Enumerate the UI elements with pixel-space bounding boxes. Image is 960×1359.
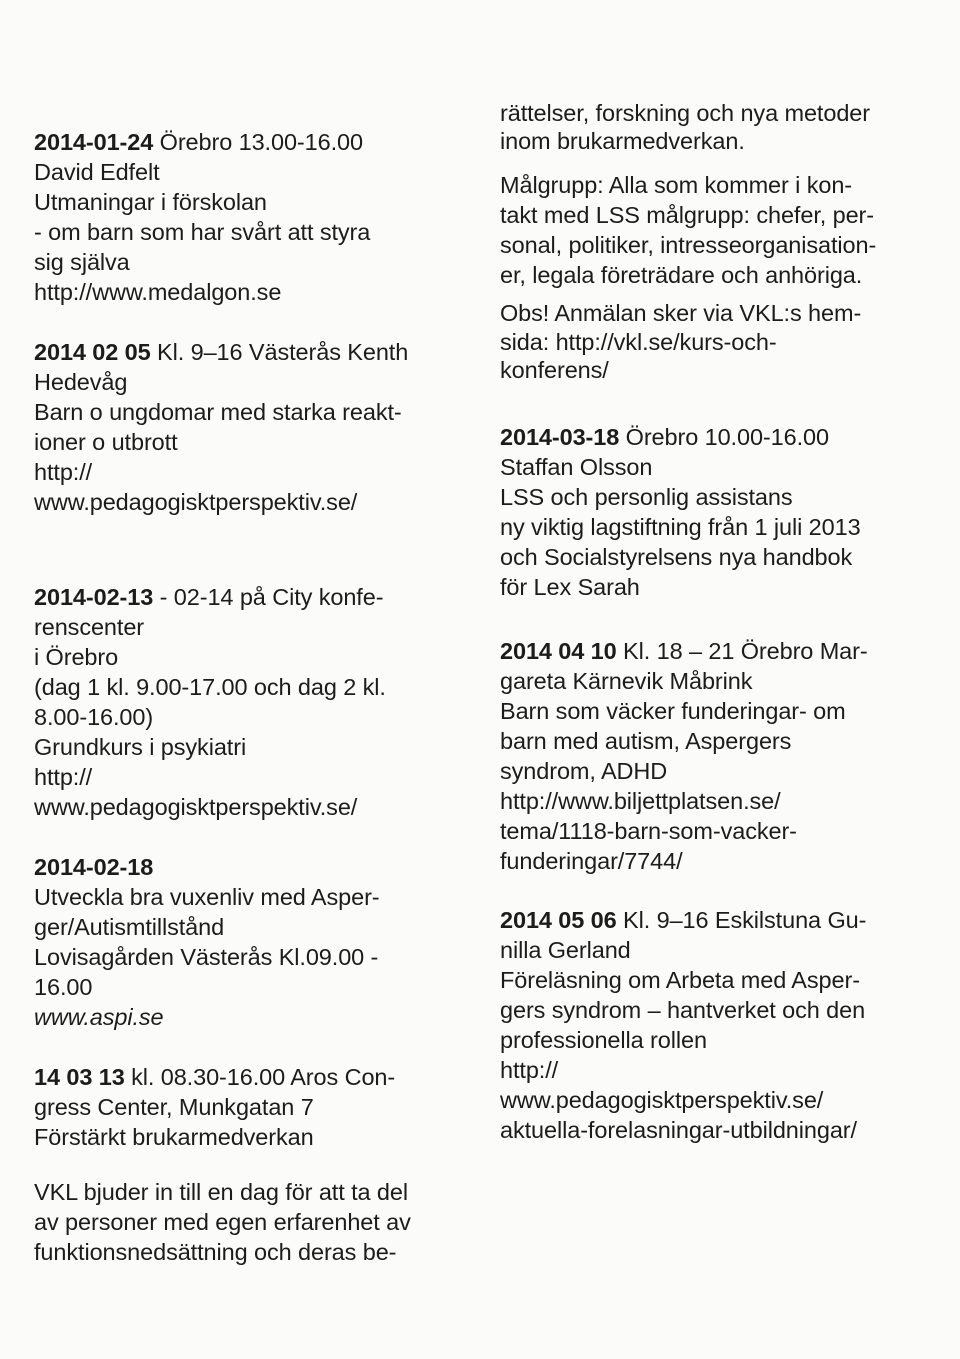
line-text: funderingar/7744/ — [500, 848, 683, 874]
text-line — [500, 542, 852, 572]
text-line — [34, 1092, 314, 1122]
text-line — [34, 367, 127, 397]
line-text: funktionsnedsättning och deras be- — [34, 1239, 397, 1265]
text-line — [500, 422, 829, 452]
text-line — [34, 247, 130, 277]
line-text: gers syndrom – hantverket och den — [500, 997, 866, 1023]
text-line — [500, 1115, 857, 1145]
text-line — [500, 298, 861, 328]
text-line — [500, 260, 862, 290]
line-text: sig själva — [34, 249, 130, 275]
line-text: Föreläsning om Arbeta med Asper- — [500, 967, 860, 993]
line-text: David Edfelt — [34, 159, 160, 185]
line-text: gareta Kärnevik Måbrink — [500, 668, 753, 694]
text-line — [34, 277, 281, 307]
text-line — [34, 882, 380, 912]
line-text: 8.00-16.00) — [34, 704, 154, 730]
line-text: Kl. 9–16 Eskilstuna Gu- — [616, 907, 867, 933]
text-line — [500, 98, 870, 128]
line-text: professionella rollen — [500, 1027, 707, 1053]
line-text: i Örebro — [34, 644, 119, 670]
event-date: 2014 04 10 — [500, 638, 617, 664]
text-line — [500, 1055, 558, 1085]
line-text: gress Center, Munkgatan 7 — [34, 1094, 314, 1120]
url-text: www.pedagogisktperspektiv.se/ — [500, 1087, 824, 1113]
line-text: Staffan Olsson — [500, 454, 653, 480]
event-date: 14 03 13 — [34, 1064, 125, 1090]
text-line — [34, 1177, 408, 1207]
line-text: Barn o ungdomar med starka reakt- — [34, 399, 402, 425]
event-date: 2014-02-18 — [34, 854, 154, 880]
url-text: http://www.medalgon.se — [34, 279, 282, 305]
line-text: Obs! Anmälan sker via VKL:s hem- — [500, 300, 862, 326]
line-text: Lovisagården Västerås Kl.09.00 - — [34, 944, 379, 970]
line-text: tema/1118-barn-som-vacker- — [500, 818, 797, 844]
text-line — [34, 612, 144, 642]
text-line — [34, 457, 92, 487]
text-line — [34, 397, 402, 427]
line-text: Örebro 10.00-16.00 — [619, 424, 829, 450]
line-text: Kl. 18 – 21 Örebro Mar- — [616, 638, 868, 664]
text-line — [34, 972, 92, 1002]
text-line — [500, 965, 860, 995]
text-line — [34, 337, 408, 367]
event-date: 2014-02-13 — [34, 584, 154, 610]
line-text: Barn som väcker funderingar- om — [500, 698, 846, 724]
line-text: Förstärkt brukarmedverkan — [34, 1124, 314, 1150]
text-line — [34, 1062, 395, 1092]
line-text: aktuella-forelasningar-utbildningar/ — [500, 1117, 857, 1143]
line-text: ny viktig lagstiftning från 1 juli 2013 — [500, 514, 861, 540]
text-line — [500, 355, 609, 385]
line-text: Kl. 9–16 Västerås Kenth — [150, 339, 409, 365]
text-line — [500, 512, 861, 542]
line-text: Grundkurs i psykiatri — [34, 734, 247, 760]
line-text: ger/Autismtillstånd — [34, 914, 225, 940]
text-line — [500, 1085, 823, 1115]
event-date: 2014-03-18 — [500, 424, 620, 450]
text-line — [34, 642, 118, 672]
event-date: 2014 05 06 — [500, 907, 617, 933]
text-line — [34, 187, 267, 217]
text-line — [34, 762, 92, 792]
text-line — [500, 995, 865, 1025]
text-line — [500, 482, 793, 512]
line-text: och Socialstyrelsens nya handbok — [500, 544, 853, 570]
url-text: http://www.biljettplatsen.se/ — [500, 788, 781, 814]
text-line — [500, 230, 876, 260]
text-line — [34, 912, 224, 942]
line-text: för Lex Sarah — [500, 574, 640, 600]
text-line — [500, 935, 631, 965]
text-line — [500, 452, 652, 482]
line-text: Örebro 13.00-16.00 — [153, 129, 363, 155]
line-text: LSS och personlig assistans — [500, 484, 793, 510]
line-text: (dag 1 kl. 9.00-17.00 och dag 2 kl. — [34, 674, 386, 700]
text-line — [500, 816, 797, 846]
line-text: av personer med egen erfarenhet av — [34, 1209, 411, 1235]
text-line — [500, 327, 777, 357]
text-line — [500, 200, 874, 230]
text-line — [34, 702, 153, 732]
text-line — [34, 942, 378, 972]
line-text: kl. 08.30-16.00 Aros Con- — [124, 1064, 396, 1090]
text-line — [34, 217, 370, 247]
url-text: www.pedagogisktperspektiv.se/ — [34, 489, 358, 515]
text-line — [500, 126, 745, 156]
line-text: renscenter — [34, 614, 145, 640]
url-text: sida: http://vkl.se/kurs-och- — [500, 329, 777, 355]
url-text: http:// — [500, 1057, 559, 1083]
text-line — [500, 636, 868, 666]
text-line — [34, 1002, 164, 1032]
line-text: syndrom, ADHD — [500, 758, 668, 784]
text-line — [34, 487, 357, 517]
url-text: http:// — [34, 459, 93, 485]
text-line — [500, 170, 852, 200]
line-text: 16.00 — [34, 974, 93, 1000]
text-line — [34, 127, 363, 157]
line-text: Hedevåg — [34, 369, 128, 395]
line-text: barn med autism, Aspergers — [500, 728, 792, 754]
line-text: inom brukarmedverkan. — [500, 128, 745, 154]
line-text: rättelser, forskning och nya metoder — [500, 100, 870, 126]
text-line — [34, 1207, 411, 1237]
url-text: www.aspi.se — [34, 1004, 164, 1030]
line-text: VKL bjuder in till en dag för att ta del — [34, 1179, 408, 1205]
line-text: sonal, politiker, intresseorganisation- — [500, 232, 877, 258]
line-text: nilla Gerland — [500, 937, 631, 963]
text-line — [34, 672, 386, 702]
event-date: 2014 02 05 — [34, 339, 151, 365]
line-text: konferens/ — [500, 357, 609, 383]
text-line — [500, 846, 683, 876]
text-line — [500, 726, 791, 756]
text-line — [500, 905, 866, 935]
text-line — [500, 666, 752, 696]
url-text: www.pedagogisktperspektiv.se/ — [34, 794, 358, 820]
text-line — [34, 157, 160, 187]
line-text: ioner o utbrott — [34, 429, 178, 455]
text-line — [34, 852, 153, 882]
text-line — [34, 792, 357, 822]
text-line — [34, 732, 246, 762]
line-text: - 02-14 på City konfe- — [153, 584, 384, 610]
text-line — [500, 1025, 707, 1055]
line-text: er, legala företrädare och anhöriga. — [500, 262, 863, 288]
text-line — [500, 572, 640, 602]
text-line — [34, 427, 178, 457]
text-line — [34, 1237, 396, 1267]
text-line — [500, 696, 846, 726]
text-line — [34, 1122, 314, 1152]
line-text: takt med LSS målgrupp: chefer, per- — [500, 202, 874, 228]
url-text: http:// — [34, 764, 93, 790]
line-text: Utmaningar i förskolan — [34, 189, 267, 215]
text-line — [34, 582, 383, 612]
text-line — [500, 756, 667, 786]
line-text: Målgrupp: Alla som kommer i kon- — [500, 172, 853, 198]
line-text: - om barn som har svårt att styra — [34, 219, 371, 245]
text-line — [500, 786, 781, 816]
line-text: Utveckla bra vuxenliv med Asper- — [34, 884, 380, 910]
event-date: 2014-01-24 — [34, 129, 154, 155]
